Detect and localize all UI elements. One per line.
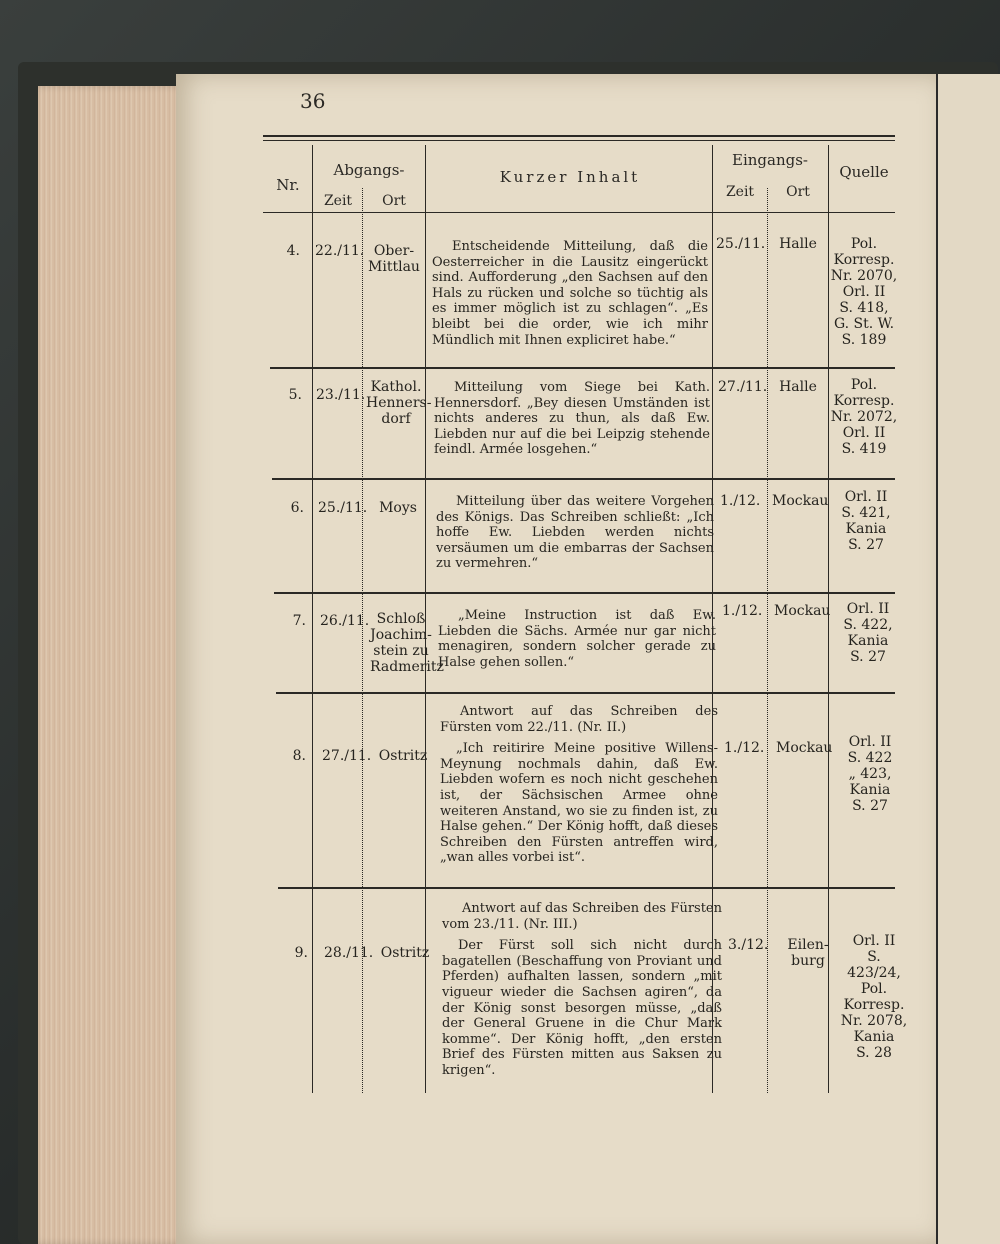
row-quelle: Pol. Korresp. Nr. 2070, Orl. II S. 418, G. St. W. S. 189 — [830, 236, 898, 348]
column-subdivider — [767, 188, 768, 1093]
page-edges — [38, 86, 188, 1244]
row-inhalt — [434, 380, 710, 464]
row-eingangs-zeit: 1./12. — [720, 493, 761, 509]
row-abgangs-zeit: 22./11. — [315, 243, 365, 259]
row-abgangs-zeit: 25./11. — [318, 500, 368, 516]
row-eingangs-ort: Mockau — [774, 603, 831, 619]
row-eingangs-zeit: 1./12. — [722, 603, 763, 619]
row-abgangs-ort: Ostritz — [380, 945, 430, 961]
row-inhalt-text: Mitteilung vom Siege bei Kath. Hennersdorf. „Bey diesen Umständen ist nichts anderes zu thun, als daß Ew. Liebden nur auf die bei Leipzig stehende feindl. Armée losgehen.“ — [434, 380, 710, 458]
row-divider — [274, 592, 895, 594]
row-abgangs-zeit: 28./11. — [324, 945, 374, 961]
row-inhalt-text: „Meine Instruction ist daß Ew. Liebden die Sächs. Armée nur gar nicht menagiren, sondern solcher gerade zu Halse gehen sollen.“ — [438, 608, 716, 670]
page-number: 36 — [300, 89, 326, 113]
row-inhalt-text: „Ich reitirire Meine positive Willens-Meynung nochmals dahin, daß Ew. Liebden wofern es noch nicht geschehen ist, der Sächsischen Armee ohne weiteren Anstand, wo sie zu finden ist, zu Halse gehen.“ Der König hofft, daß dieses Schreiben den Fürsten antreffen wird, „wan alles vorbei ist“. — [440, 741, 718, 866]
row-divider — [272, 478, 895, 480]
header-abgangs: Abgangs- — [333, 161, 405, 179]
row-nr: 6. — [290, 500, 304, 516]
row-inhalt — [432, 239, 708, 354]
row-divider — [278, 887, 895, 889]
row-abgangs-ort: Ostritz — [378, 748, 428, 764]
row-eingangs-ort: Mockau — [776, 740, 833, 756]
column-divider — [312, 145, 313, 1093]
table-top-rule-thin — [263, 140, 895, 141]
header-bottom-rule — [263, 212, 895, 213]
row-abgangs-zeit: 23./11. — [316, 387, 366, 403]
header-eingangs-zeit: Zeit — [725, 184, 755, 200]
row-eingangs-ort: Mockau — [772, 493, 829, 509]
row-inhalt — [440, 704, 718, 866]
row-nr: 9. — [294, 945, 308, 961]
next-page-edge — [936, 74, 1000, 1244]
row-abgangs-zeit: 27./11. — [322, 748, 372, 764]
header-abgangs-zeit: Zeit — [323, 193, 353, 209]
row-nr: 7. — [292, 613, 306, 629]
row-abgangs-ort: Moys — [379, 500, 417, 516]
row-inhalt-intro: Antwort auf das Schreiben des Fürsten vom 23./11. (Nr. III.) — [442, 901, 722, 932]
row-divider — [270, 367, 895, 369]
row-divider — [276, 692, 895, 694]
header-inhalt: Kurzer Inhalt — [499, 168, 641, 186]
row-abgangs-zeit: 26./11. — [320, 613, 370, 629]
row-quelle: Orl. II S. 423/24, Pol. Korresp. Nr. 2078, Kania S. 28 — [840, 933, 908, 1061]
row-quelle: Orl. II S. 421, Kania S. 27 — [841, 489, 891, 553]
row-quelle: Orl. II S. 422 „ 423, Kania S. 27 — [847, 734, 893, 814]
row-nr: 5. — [288, 387, 302, 403]
header-eingangs: Eingangs- — [732, 151, 808, 169]
row-eingangs-zeit: 25./11. — [716, 236, 766, 252]
row-quelle: Orl. II S. 422, Kania S. 27 — [843, 601, 893, 665]
header-quelle: Quelle — [839, 163, 889, 181]
row-inhalt-text: Der Fürst soll sich nicht durch bagatellen (Beschaffung von Proviant und Pferden) aufhalten lassen, sondern „mit vigueur wieder die Sachsen agiren“, da der König sonst besorgen müsse, „daß der General Gruene in die Chur Mark komme“. Der König hofft, „den ersten Brief des Fürsten mitten aus Saksen zu krigen“. — [442, 938, 722, 1078]
row-eingangs-ort: Halle — [779, 379, 817, 395]
table-top-rule — [263, 135, 895, 137]
row-inhalt-text: Entscheidende Mitteilung, daß die Oesterreicher in die Lausitz eingerückt sind. Aufforderung „den Sachsen auf den Hals zu rücken und solche so tüchtig als es immer möglich ist zu schlagen“. „Es bleibt bei die order, wie ich mihr Mündlich mit Ihnen expliciret habe.“ — [432, 239, 708, 348]
header-eingangs-ort: Ort — [786, 184, 810, 200]
row-inhalt-intro: Antwort auf das Schreiben des Fürsten vom 22./11. (Nr. II.) — [440, 704, 718, 735]
row-abgangs-ort: Ober- Mittlau — [368, 243, 420, 275]
row-quelle: Pol. Korresp. Nr. 2072, Orl. II S. 419 — [830, 377, 898, 457]
row-eingangs-ort: Eilen- burg — [787, 937, 829, 969]
header-nr: Nr. — [276, 176, 300, 194]
row-eingangs-zeit: 1./12. — [724, 740, 765, 756]
row-abgangs-ort: Kathol. Henners- dorf — [366, 379, 432, 427]
row-inhalt-text: Mitteilung über das weitere Vorgehen des Königs. Das Schreiben schließt: „Ich hoffe Ew. Liebden werden nichts versäumen um die embarras der Sachsen zu vermehren.“ — [436, 494, 714, 572]
row-eingangs-ort: Halle — [779, 236, 817, 252]
row-eingangs-zeit: 3./12. — [728, 937, 769, 953]
row-nr: 4. — [286, 243, 300, 259]
header-abgangs-ort: Ort — [382, 193, 406, 209]
row-nr: 8. — [292, 748, 306, 764]
row-eingangs-zeit: 27./11. — [718, 379, 768, 395]
row-inhalt — [438, 608, 716, 676]
row-inhalt — [436, 494, 714, 578]
row-abgangs-ort: Schloß Joachim- stein zu Radmeritz — [370, 611, 444, 675]
row-inhalt — [442, 901, 722, 1079]
